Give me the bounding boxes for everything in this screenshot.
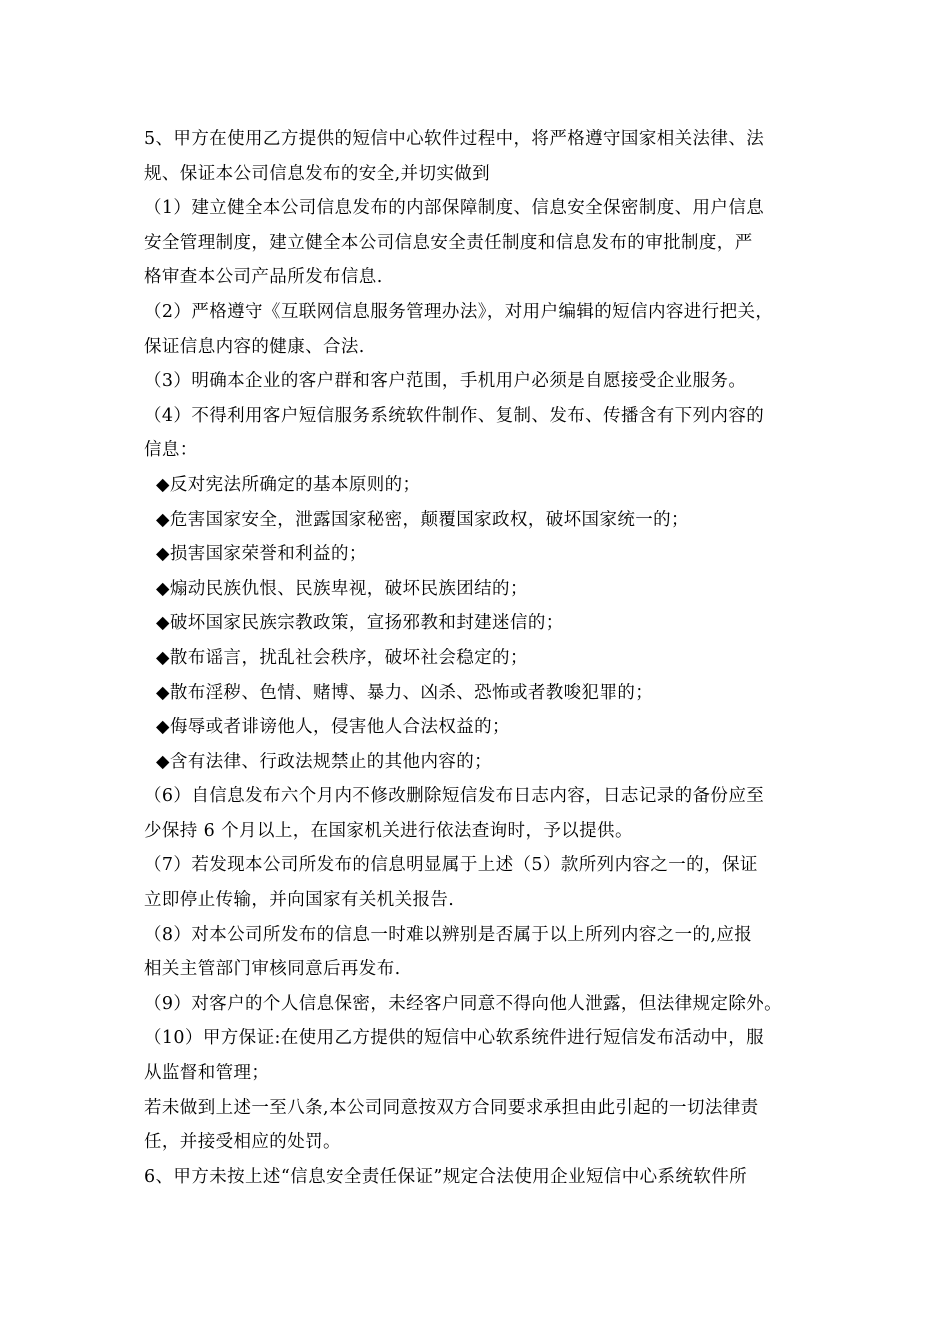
clause-5-line-2: 规、保证本公司信息发布的安全,并切实做到 xyxy=(144,163,491,184)
clause-6-line-1: 6、甲方未按上述“信息安全责任保证”规定合法使用企业短信中心系统软件所 xyxy=(144,1166,748,1187)
item-2-line-1: （2）严格遵守《互联网信息服务管理办法》，对用户编辑的短信内容进行把关， xyxy=(144,301,774,322)
item-1-line-2: 安全管理制度，建立健全本公司信息安全责任制度和信息发布的审批制度，严 xyxy=(144,232,753,253)
item-8-line-2: 相关主管部门审核同意后再发布. xyxy=(144,959,401,980)
liability-line-2: 任，并接受相应的处罚。 xyxy=(144,1132,341,1153)
item-4-line-2: 信息： xyxy=(144,440,198,461)
bullet-item: ◆危害国家安全，泄露国家秘密，颠覆国家政权，破坏国家统一的； xyxy=(156,509,689,530)
bullet-item: ◆反对宪法所确定的基本原则的； xyxy=(156,474,421,495)
bullet-item: ◆含有法律、行政法规禁止的其他内容的； xyxy=(156,751,493,772)
item-10-line-2: 从监督和管理； xyxy=(144,1063,270,1084)
item-6-line-1: （6）自信息发布六个月内不修改删除短信发布日志内容，日志记录的备份应至 xyxy=(144,786,765,807)
item-1-line-1: （1）建立健全本公司信息发布的内部保障制度、信息安全保密制度、用户信息 xyxy=(144,198,765,219)
item-6-line-2: 少保持 6 个月以上，在国家机关进行依法查询时，予以提供。 xyxy=(144,820,633,841)
item-2-line-2: 保证信息内容的健康、合法. xyxy=(144,336,365,357)
item-9-line-1: （9）对客户的个人信息保密，未经客户同意不得向他人泄露，但法律规定除外。 xyxy=(144,993,783,1014)
bullet-item: ◆损害国家荣誉和利益的； xyxy=(156,544,367,565)
item-10-line-1: （10）甲方保证:在使用乙方提供的短信中心软系统件进行短信发布活动中，服 xyxy=(144,1028,765,1049)
bullet-item: ◆破坏国家民族宗教政策，宣扬邪教和封建迷信的； xyxy=(156,613,564,634)
item-4-line-1: （4）不得利用客户短信服务系统软件制作、复制、发布、传播含有下列内容的 xyxy=(144,405,765,426)
item-7-line-2: 立即停止传输，并向国家有关机关报告. xyxy=(144,890,455,911)
item-1-line-3: 格审查本公司产品所发布信息. xyxy=(144,267,383,288)
clause-5-line-1: 5、甲方在使用乙方提供的短信中心软件过程中，将严格遵守国家相关法律、法 xyxy=(144,129,765,149)
bullet-item: ◆侮辱或者诽谤他人，侵害他人合法权益的； xyxy=(156,717,510,738)
document-body xyxy=(144,122,834,1194)
bullet-item: ◆煽动民族仇恨、民族卑视，破坏民族团结的； xyxy=(156,578,528,599)
item-3-line-1: （3）明确本企业的客户群和客户范围，手机用户必须是自愿接受企业服务。 xyxy=(144,371,747,392)
liability-line-1: 若未做到上述一至八条,本公司同意按双方合同要求承担由此引起的一切法律责 xyxy=(144,1097,759,1118)
item-8-line-1: （8）对本公司所发布的信息一时难以辨别是否属于以上所列内容之一的,应报 xyxy=(144,924,753,945)
item-7-line-1: （7）若发现本公司所发布的信息明显属于上述（5）款所列内容之一的，保证 xyxy=(144,855,758,876)
bullet-item: ◆散布淫秽、色情、赌博、暴力、凶杀、恐怖或者教唆犯罪的； xyxy=(156,682,654,703)
bullet-item: ◆散布谣言，扰乱社会秩序，破坏社会稳定的； xyxy=(156,647,528,668)
